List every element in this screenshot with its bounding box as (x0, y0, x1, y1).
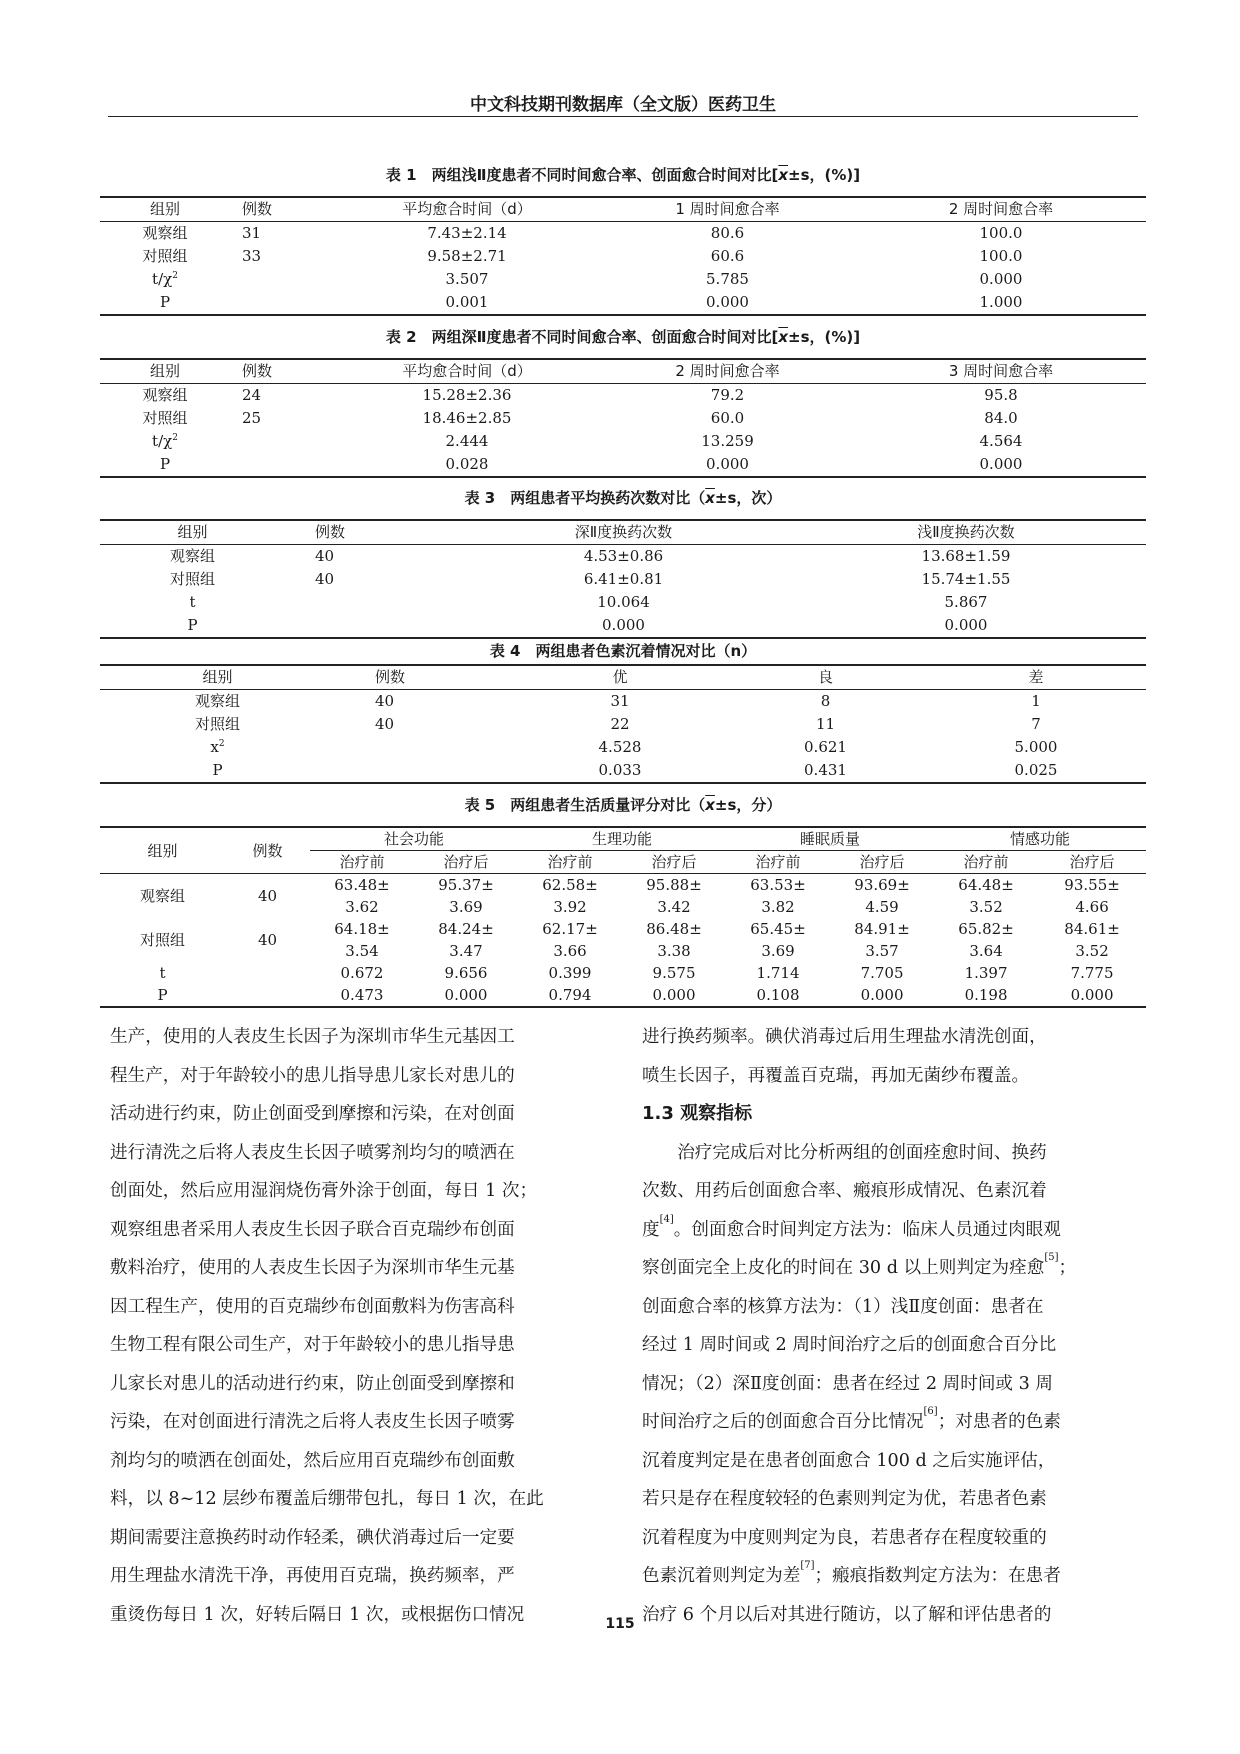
table2 (100, 358, 1146, 478)
table-cell: 3.507 (445, 270, 489, 288)
table-cell: 0.431 (804, 761, 847, 779)
table-row (100, 407, 1146, 430)
col-header: 1 周时间愈合率 (599, 197, 856, 222)
table-cell: 62.58± (542, 876, 598, 894)
table-cell: 3.57 (865, 942, 899, 960)
table-cell: 22 (610, 715, 630, 733)
table-cell: 9.58±2.71 (427, 247, 507, 265)
table-header-row (100, 359, 1146, 384)
col-header: 3 周时间愈合率 (856, 359, 1146, 384)
text-line: 喷生长因子，再覆盖百克瑞，再加无菌纱布覆盖。 (642, 1065, 1030, 1086)
table-row (100, 591, 1146, 614)
table-cell: 3.64 (969, 942, 1003, 960)
table-cell: 对照组 (194, 715, 240, 733)
table4-caption: 表 4 两组患者色素沉着情况对比（n） (489, 642, 757, 660)
text-line: 观察组患者采用人表皮生长因子联合百克瑞纱布创面 (110, 1219, 515, 1240)
table-cell: 95.88± (646, 876, 702, 894)
table-cell: 100.0 (979, 247, 1023, 265)
table-cell: 0.000 (602, 616, 645, 634)
col-header: 例数 (230, 197, 335, 222)
table-cell: 33 (242, 247, 262, 265)
table-header-row (100, 665, 1146, 690)
table-cell (335, 736, 515, 759)
col-header: 治疗前 (726, 851, 830, 874)
table-cell: 4.564 (979, 432, 1023, 450)
col-header: 深Ⅱ度换药次数 (461, 520, 786, 545)
text-line: 沉着度判定是在患者创面愈合 100 d 之后实施评估， (642, 1450, 1056, 1471)
table-cell: t (189, 593, 196, 611)
table-cell: 3.69 (761, 942, 795, 960)
table-cell: 3.92 (553, 898, 587, 916)
text-line: 期间需要注意换药时动作轻柔，碘伏消毒过后一定要 (110, 1527, 515, 1548)
col-group-header: 社会功能 (310, 827, 518, 851)
col-header: 2 周时间愈合率 (856, 197, 1146, 222)
col-header: 良 (725, 665, 926, 690)
table-cell: 0.000 (1070, 986, 1114, 1004)
table-cell: 3.66 (553, 942, 587, 960)
col-header: 例数 (225, 827, 310, 874)
col-header: 优 (515, 665, 725, 690)
table-cell: 1.000 (979, 293, 1023, 311)
table-cell: 18.46±2.85 (422, 409, 512, 427)
table5 (100, 826, 1146, 1008)
text-line: 污染，在对创面进行清洗之后将人表皮生长因子喷雾 (110, 1412, 515, 1432)
page-number: 115 (605, 1616, 635, 1632)
running-head: 中文科技期刊数据库（全文版）医药卫生 (470, 95, 776, 115)
table-cell: 64.48± (958, 876, 1014, 894)
col-header: 治疗前 (518, 851, 622, 874)
table-cell: 3.52 (1075, 942, 1109, 960)
col-header: 组别 (100, 197, 230, 222)
table-cell: 对照组 (142, 409, 188, 427)
table-cell: 11 (815, 715, 836, 733)
table-cell: 0.033 (598, 761, 642, 779)
table-cell: 5.000 (1014, 738, 1058, 756)
text-line: 治疗 6 个月以后对其进行随访，以了解和评估患者的 (642, 1604, 1052, 1625)
text-line: 次数、用药后创面愈合率、瘢痕形成情况、色素沉着 (642, 1181, 1047, 1201)
table-cell: 对照组 (142, 247, 188, 265)
text-line: 重烫伤每日 1 次，好转后隔日 1 次，或根据伤口情况 (110, 1604, 525, 1625)
table-cell: 0.672 (340, 964, 384, 982)
text-line: 沉着程度为中度则判定为良，若患者存在程度较重的 (642, 1527, 1047, 1548)
table-cell: 84.24± (438, 920, 494, 938)
col-header: 治疗前 (310, 851, 414, 874)
table-cell: 4.66 (1075, 898, 1109, 916)
table-cell: P (187, 616, 198, 634)
table-cell: P (159, 293, 171, 311)
section-heading: 1.3 观察指标 (642, 1103, 753, 1124)
table-row (100, 268, 1146, 291)
table-cell: 63.48± (334, 876, 390, 894)
table-row (100, 291, 1146, 315)
table-cell: 95.37± (438, 876, 494, 894)
col-header: 组别 (100, 359, 230, 384)
text-line: 用生理盐水清洗干净，再使用百克瑞，换药频率，严 (110, 1566, 515, 1586)
table-cell: 9.656 (444, 964, 488, 982)
text-line: 情况；（2）深Ⅱ度创面：患者在经过 2 周时间或 3 周 (642, 1373, 1053, 1394)
table1-caption: 表 1 两组浅Ⅱ度患者不同时间愈合率、创面愈合时间对比[$\overline{x}\pm s$，(%)] (385, 166, 861, 184)
table-cell: t (159, 964, 166, 982)
text-line: 察创面完全上皮化的时间在 30 d 以上则判定为痊愈[5]； (642, 1252, 1077, 1278)
text-line: 进行清洗之后将人表皮生长因子喷雾剂均匀的喷洒在 (110, 1142, 515, 1163)
body-right-column (642, 1018, 1132, 1634)
table-cell: $t/\chi^2$ (152, 270, 178, 288)
col-header: 例数 (335, 665, 515, 690)
col-header: 平均愈合时间（d） (335, 359, 599, 384)
table-cell: 3.38 (657, 942, 691, 960)
table-row (100, 568, 1146, 591)
table-cell: 7 (1031, 715, 1041, 733)
table-cell: 0.000 (860, 986, 904, 1004)
table-cell: 3.52 (969, 898, 1003, 916)
table-cell: 0.000 (706, 293, 749, 311)
table-cell: 84.61± (1064, 920, 1120, 938)
table-cell: 0.399 (548, 964, 592, 982)
table-cell: 13.68±1.59 (921, 547, 1011, 565)
col-header: 治疗后 (622, 851, 726, 874)
table-cell: 1.714 (756, 964, 800, 982)
table-cell: 65.45± (750, 920, 806, 938)
table-cell (225, 962, 310, 984)
table-cell: 3.69 (449, 898, 483, 916)
table-cell: 4.59 (865, 898, 899, 916)
text-line: 儿家长对患儿的活动进行约束，防止创面受到摩擦和 (110, 1373, 515, 1394)
text-line: 程生产，对于年龄较小的患儿指导患儿家长对患儿的 (110, 1065, 515, 1086)
table2-caption: 表 2 两组深Ⅱ度患者不同时间愈合率、创面愈合时间对比[$\overline{x}\pm s$，(%)] (385, 328, 861, 346)
header-rule (108, 116, 1138, 117)
col-group-header: 睡眠质量 (726, 827, 934, 851)
table-cell (225, 984, 310, 1007)
table-cell: 15.74±1.55 (921, 570, 1011, 588)
col-group-header: 生理功能 (518, 827, 726, 851)
table-cell: $t/\chi^2$ (152, 432, 178, 450)
col-header: 治疗前 (934, 851, 1038, 874)
table-cell: 8 (820, 692, 831, 710)
table-cell: $x^2$ (210, 738, 225, 756)
text-line: 创面处，然后应用湿润烧伤膏外涂于创面，每日 1 次； (110, 1181, 538, 1201)
text-line: 经过 1 周时间或 2 周时间治疗之后的创面愈合百分比 (642, 1335, 1057, 1355)
table-cell: 0.000 (979, 270, 1023, 288)
body-left-column (110, 1018, 602, 1634)
table-cell: 观察组 (142, 386, 188, 404)
table-row (100, 713, 1146, 736)
table-row (100, 545, 1146, 569)
table-cell: 0.028 (445, 455, 489, 473)
table-cell: 40 (257, 931, 278, 949)
text-line: 活动进行约束，防止创面受到摩擦和污染，在对创面 (110, 1104, 515, 1124)
table-cell: 7.705 (860, 964, 904, 982)
table-cell: 31 (610, 692, 630, 710)
table1 (100, 196, 1146, 316)
table-cell: 5.785 (706, 270, 749, 288)
table-row (100, 736, 1146, 759)
text-line: 敷料治疗，使用的人表皮生长因子为深圳市华生元基 (110, 1258, 515, 1278)
text-line: 色素沉着则判定为差[7]；瘢痕指数判定方法为：在患者 (642, 1560, 1061, 1586)
table-cell: 15.28±2.36 (422, 386, 512, 404)
table-cell: 95.8 (984, 386, 1018, 404)
table-cell: 64.18± (334, 920, 390, 938)
text-line: 治疗完成后对比分析两组的创面痊愈时间、换药 (677, 1142, 1047, 1163)
col-header: 例数 (285, 520, 461, 545)
col-header: 治疗后 (1038, 851, 1146, 874)
citation: [5] (1044, 1252, 1059, 1263)
table-cell: 观察组 (194, 692, 240, 710)
text-line: 度[4]。创面愈合时间判定方法为：临床人员通过肉眼观 (642, 1213, 1061, 1240)
table-cell: 63.53± (750, 876, 806, 894)
table-cell: 观察组 (169, 547, 215, 565)
table-cell: 0.000 (652, 986, 696, 1004)
table-cell: 84.91± (854, 920, 910, 938)
table-cell: 对照组 (139, 931, 185, 949)
citation: [7] (800, 1560, 815, 1571)
table-row (100, 759, 1146, 783)
table-cell: 对照组 (169, 570, 215, 588)
table-cell: 0.000 (979, 455, 1023, 473)
table-cell: 40 (315, 570, 335, 588)
table-cell: 31 (242, 224, 262, 242)
table-cell: 观察组 (139, 887, 185, 905)
table-cell: P (212, 761, 223, 779)
table-cell: 0.108 (756, 986, 800, 1004)
citation: [6] (923, 1406, 938, 1417)
text-line: 创面愈合率的核算方法为：（1）浅Ⅱ度创面：患者在 (642, 1296, 1044, 1317)
table-cell: 60.0 (710, 409, 745, 427)
table-cell: 40 (257, 887, 278, 905)
text-line: 生物工程有限公司生产，对于年龄较小的患儿指导患 (110, 1335, 515, 1355)
col-header: 平均愈合时间（d） (335, 197, 599, 222)
table-cell: 10.064 (597, 593, 650, 611)
table-cell: 0.621 (804, 738, 847, 756)
table5-caption: 表 5 两组患者生活质量评分对比（$\overline{x}\pm s$，分） (464, 796, 782, 814)
table-cell: 0.198 (964, 986, 1008, 1004)
table-cell: 7.43±2.14 (427, 224, 507, 242)
table-cell: 2.444 (445, 432, 489, 450)
table-row (100, 430, 1146, 453)
table-cell (230, 453, 335, 477)
table-cell: 40 (375, 692, 395, 710)
table-row (100, 453, 1146, 477)
table-cell: 100.0 (979, 224, 1023, 242)
table3-caption: 表 3 两组患者平均换药次数对比（$\overline{x}\pm s$，次） (464, 489, 782, 507)
table-row (100, 962, 1146, 984)
table-row (100, 245, 1146, 268)
table-cell: 24 (242, 386, 262, 404)
text-line: 剂均匀的喷洒在创面处，然后应用百克瑞纱布创面敷 (110, 1450, 515, 1471)
table-cell: 5.867 (944, 593, 988, 611)
table-cell: 60.6 (710, 247, 745, 265)
table-cell (230, 268, 335, 291)
table-row (100, 874, 1146, 897)
table-cell: 9.575 (652, 964, 696, 982)
table-cell: 0.473 (340, 986, 384, 1004)
col-header: 差 (926, 665, 1146, 690)
col-header: 组别 (100, 520, 285, 545)
table-cell: P (157, 986, 168, 1004)
text-line: 因工程生产，使用的百克瑞纱布创面敷料为伤害高科 (110, 1296, 515, 1317)
table-cell: 93.69± (854, 876, 910, 894)
table-cell (285, 591, 461, 614)
table3 (100, 519, 1146, 639)
table-cell: 80.6 (710, 224, 745, 242)
table-cell: 93.55± (1064, 876, 1120, 894)
table-cell: 4.53±0.86 (583, 547, 664, 565)
table-row (100, 222, 1146, 246)
table-cell: 0.000 (706, 455, 749, 473)
col-header: 组别 (100, 827, 225, 874)
col-header: 治疗后 (830, 851, 934, 874)
col-header: 治疗后 (414, 851, 518, 874)
table-cell: 0.000 (444, 986, 488, 1004)
table-cell: 0.794 (548, 986, 592, 1004)
table-cell: 0.001 (445, 293, 489, 311)
table-cell: 62.17± (542, 920, 598, 938)
text-line: 生产，使用的人表皮生长因子为深圳市华生元基因工 (110, 1027, 515, 1047)
col-header: 2 周时间愈合率 (599, 359, 856, 384)
table-cell: 0.025 (1014, 761, 1058, 779)
table-cell: 0.000 (944, 616, 988, 634)
text-line: 时间治疗之后的创面愈合百分比情况[6]；对患者的色素 (642, 1406, 1061, 1432)
table-cell: 25 (242, 409, 262, 427)
table-row (100, 984, 1146, 1007)
table-cell (230, 430, 335, 453)
table-cell: 13.259 (701, 432, 754, 450)
col-header: 例数 (230, 359, 335, 384)
table-cell: 3.42 (657, 898, 691, 916)
table-cell: 7.775 (1070, 964, 1114, 982)
text-line: 进行换药频率。碘伏消毒过后用生理盐水清洗创面， (642, 1027, 1047, 1047)
table-cell (285, 614, 461, 638)
table-row (100, 690, 1146, 714)
table-row (100, 918, 1146, 940)
table-cell: 3.62 (345, 898, 379, 916)
table-header-row (100, 520, 1146, 545)
text-line: 若只是存在程度较轻的色素则判定为优，若患者色素 (642, 1489, 1047, 1509)
table-cell: 40 (315, 547, 335, 565)
text-line: 料，以 8~12 层纱布覆盖后绷带包扎，每日 1 次，在此 (110, 1489, 544, 1509)
table-cell: P (159, 455, 171, 473)
table-cell (335, 759, 515, 783)
table-row (100, 384, 1146, 408)
table-cell: 3.47 (449, 942, 483, 960)
table-cell (230, 291, 335, 315)
table-cell: 86.48± (646, 920, 702, 938)
table-header-row (100, 827, 1146, 851)
table-header-row (100, 197, 1146, 222)
table-cell: 1 (1031, 692, 1041, 710)
table4 (100, 664, 1146, 784)
table-cell: 3.54 (345, 942, 379, 960)
col-header: 组别 (100, 665, 335, 690)
col-group-header: 情感功能 (934, 827, 1146, 851)
table-cell: 观察组 (142, 224, 188, 242)
col-header: 浅Ⅱ度换药次数 (786, 520, 1146, 545)
table-cell: 65.82± (958, 920, 1014, 938)
table-cell: 4.528 (598, 738, 642, 756)
table-cell: 3.82 (761, 898, 795, 916)
table-cell: 6.41±0.81 (583, 570, 664, 588)
table-row (100, 614, 1146, 638)
citation: [4] (659, 1213, 674, 1225)
table-cell: 1.397 (964, 964, 1008, 982)
table-cell: 40 (375, 715, 395, 733)
table-cell: 79.2 (710, 386, 745, 404)
table-cell: 84.0 (984, 409, 1018, 427)
